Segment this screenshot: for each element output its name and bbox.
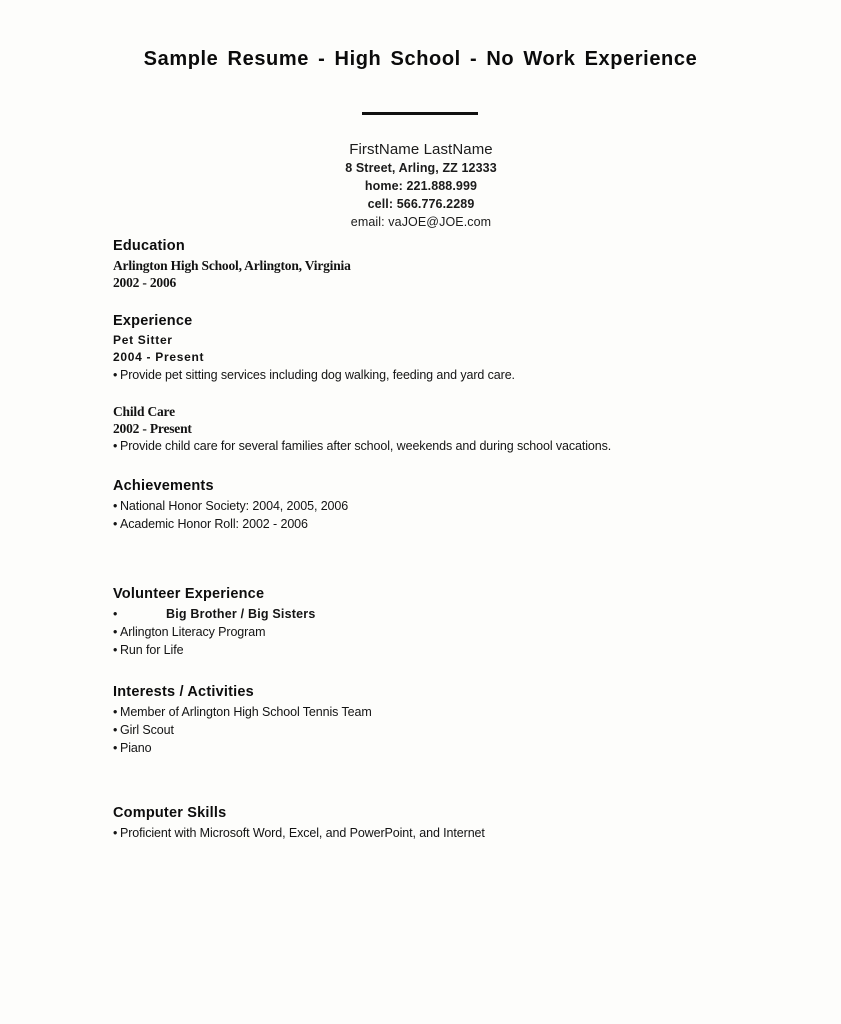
job-bullet-pet-sitter — [113, 366, 773, 384]
contact-cell-phone: cell: 566.776.2289 — [367, 197, 475, 211]
bullet-icon: • — [113, 643, 118, 657]
job-bullet-child-care — [113, 437, 773, 455]
section-experience — [113, 313, 773, 455]
list-item-text: Girl Scout — [120, 723, 174, 737]
list-item-text: Arlington Literacy Program — [120, 625, 266, 639]
bullet-icon: • — [113, 368, 118, 382]
list-item-text: Academic Honor Roll: 2002 - 2006 — [120, 517, 308, 531]
contact-email: email: vaJOE@JOE.com — [350, 215, 492, 229]
bullet-icon: • — [113, 705, 118, 719]
experience-job-pet-sitter — [113, 332, 773, 384]
contact-header — [221, 140, 621, 231]
section-heading-education: Education — [113, 238, 185, 254]
list-item-text: Piano — [120, 741, 152, 755]
list-item-text: Proficient with Microsoft Word, Excel, and PowerPoint, and Internet — [120, 826, 485, 840]
list-item — [113, 497, 773, 515]
list-item — [113, 824, 773, 842]
bullet-icon: • — [113, 826, 118, 840]
list-item-text: National Honor Society: 2004, 2005, 2006 — [120, 499, 349, 513]
section-heading-experience: Experience — [113, 313, 193, 329]
list-item — [113, 605, 773, 623]
section-interests-activities — [113, 684, 773, 757]
list-item — [113, 623, 773, 641]
job-dates-pet-sitter: 2004 - Present — [113, 350, 205, 364]
contact-home-phone: home: 221.888.999 — [364, 179, 478, 193]
job-bullet-text: Provide pet sitting services including dog walking, feeding and yard care. — [120, 368, 515, 382]
bullet-icon: • — [113, 517, 118, 531]
list-item — [113, 739, 773, 757]
section-heading-volunteer: Volunteer Experience — [113, 586, 265, 602]
section-computer-skills — [113, 805, 773, 842]
contact-address: 8 Street, Arling, ZZ 12333 — [345, 161, 497, 175]
title-divider-rule — [362, 112, 478, 115]
education-school: Arlington High School, Arlington, Virginia — [113, 258, 351, 273]
list-item — [113, 641, 773, 659]
bullet-icon: • — [113, 625, 118, 639]
job-dates-child-care: 2002 - Present — [113, 421, 192, 436]
bullet-icon: • — [113, 723, 118, 737]
list-item-text: Member of Arlington High School Tennis Team — [120, 705, 372, 719]
bullet-icon: • — [113, 741, 118, 755]
document-title: Sample Resume - High School - No Work Experience — [143, 48, 698, 70]
list-item — [113, 703, 773, 721]
list-item-text: Run for Life — [120, 643, 184, 657]
job-title-child-care: Child Care — [113, 404, 175, 419]
section-volunteer-experience — [113, 586, 773, 659]
job-bullet-text: Provide child care for several families after school, weekends and during school vacations. — [120, 439, 612, 453]
list-item — [113, 515, 773, 533]
experience-job-child-care — [113, 403, 773, 455]
bullet-icon: • — [113, 499, 118, 513]
education-dates: 2002 - 2006 — [113, 275, 177, 290]
resume-body — [113, 238, 773, 848]
applicant-name: FirstName LastName — [349, 141, 493, 158]
section-heading-interests: Interests / Activities — [113, 684, 254, 700]
section-heading-computer-skills: Computer Skills — [113, 805, 227, 821]
list-item-text: Big Brother / Big Sisters — [166, 607, 316, 621]
bullet-icon: • — [113, 439, 118, 453]
job-title-pet-sitter: Pet Sitter — [113, 333, 173, 347]
section-achievements — [113, 478, 773, 533]
list-item — [113, 721, 773, 739]
section-education — [113, 238, 773, 291]
section-heading-achievements: Achievements — [113, 478, 214, 494]
bullet-icon: • — [113, 607, 118, 621]
